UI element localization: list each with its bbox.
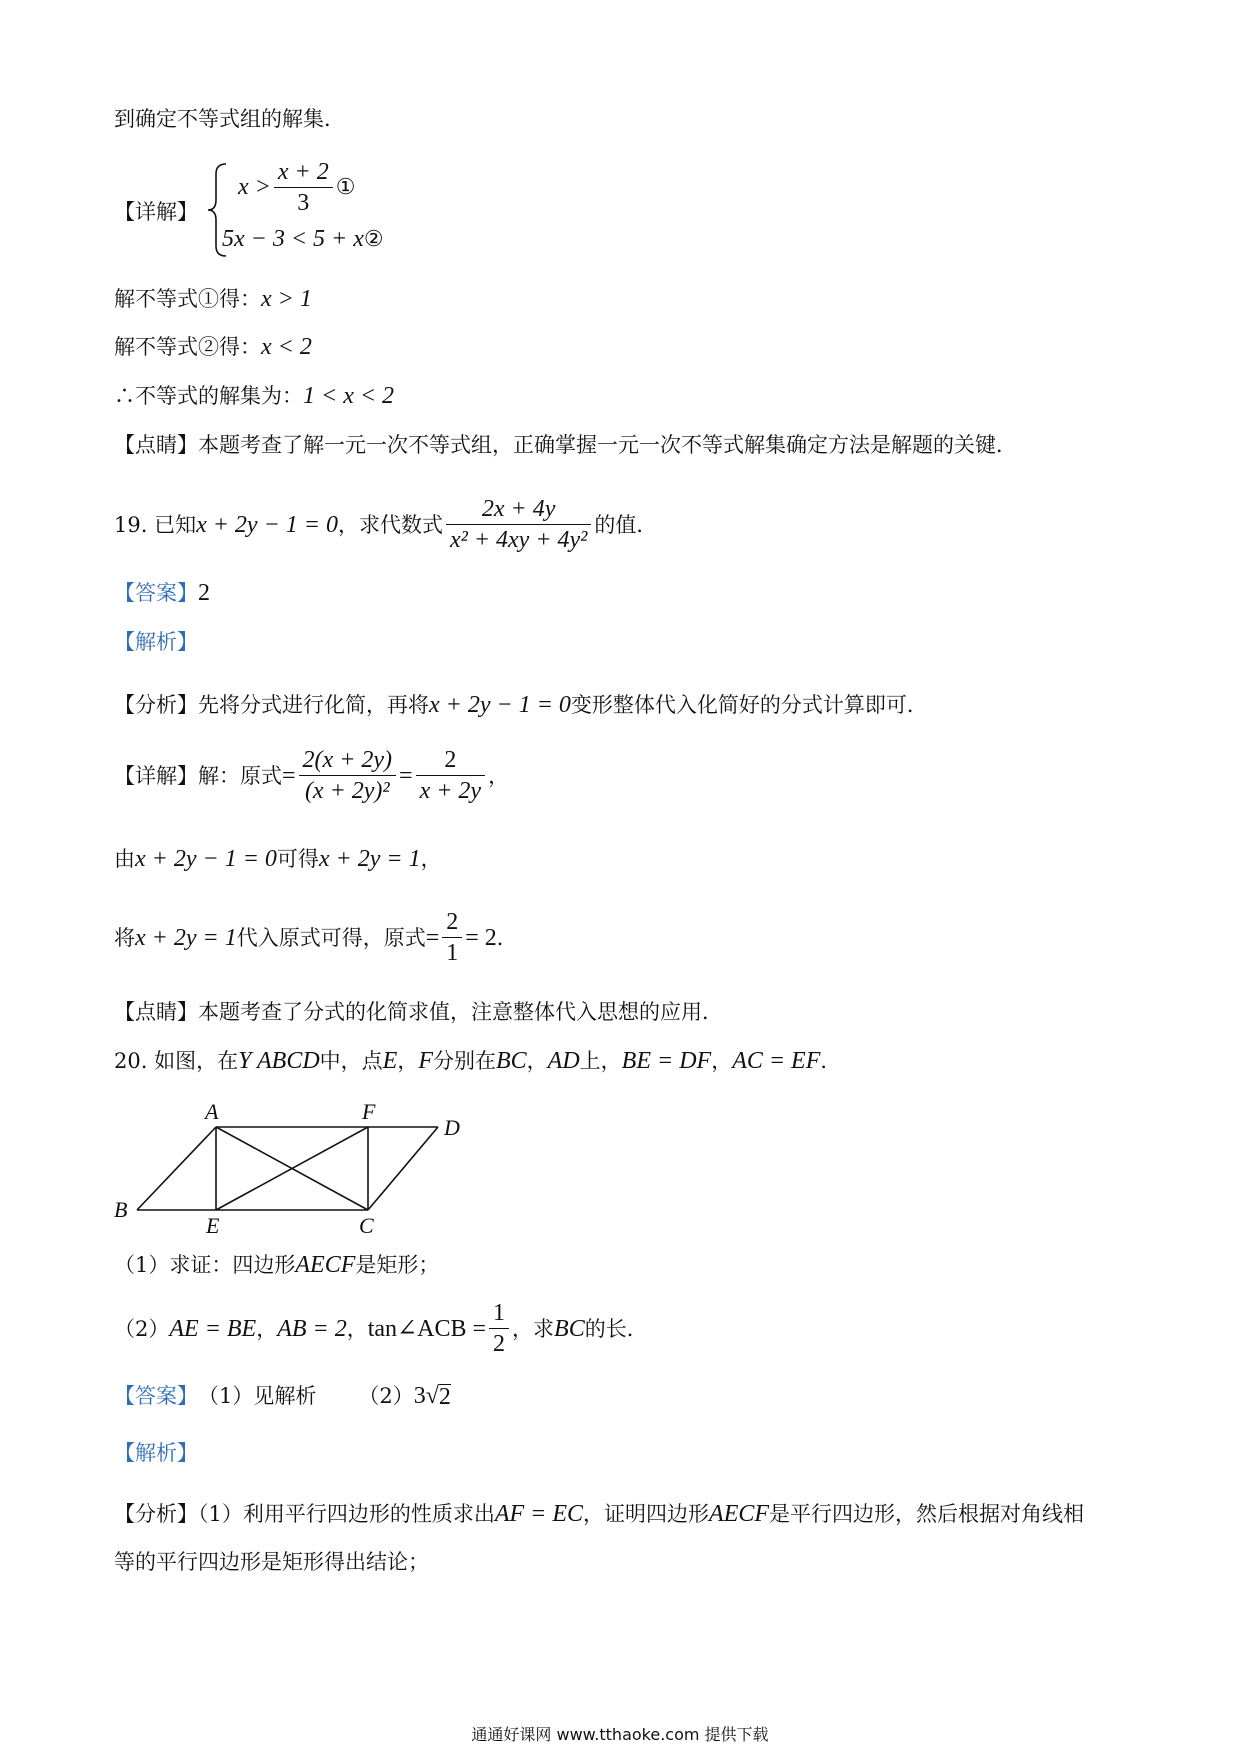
fraction: [274, 157, 333, 218]
math: BC: [496, 1048, 527, 1074]
punct: ，: [420, 847, 442, 871]
text-line: 将 x + 2y = 1 代入原式可得，原式 = $\frac{2}{1}$ = 2 ．: [114, 909, 518, 966]
denominator: (x + 2y)²: [304, 778, 390, 804]
math: x + 2y − 1 = 0: [135, 846, 277, 872]
text-line: 到确定不等式组的解集．: [114, 107, 345, 131]
note-line: 【点睛】本题考查了解一元一次不等式组，正确掌握一元一次不等式解集确定方法是解题的关键．: [114, 433, 1017, 457]
answer-line: [114, 578, 210, 608]
q-text: （2）: [114, 1316, 170, 1341]
math: AF = EC: [494, 1501, 584, 1527]
q-text: ，: [397, 1049, 419, 1073]
q-text: 中，点: [319, 1049, 383, 1073]
detail-19: 【详解】解：原式 = $\frac{2(x + 2y)}{\text{(x + 2y)²}}$ = $\frac{2}{x + 2y}$ ，: [114, 747, 510, 804]
answer-value: 2: [198, 580, 210, 606]
fraction: [489, 1298, 509, 1359]
q-text: ，: [711, 1049, 733, 1073]
q-text: （1）求证：四边形: [114, 1253, 296, 1277]
sub-question-2: [114, 1298, 648, 1359]
q-text: 20. 如图，在: [114, 1049, 239, 1073]
circle-mark: ②: [363, 226, 384, 252]
answer-label: 【答案】: [114, 581, 198, 605]
math: x + 2y − 1 = 0: [429, 692, 571, 718]
answer-part-2-label: （2）: [358, 1384, 414, 1408]
q-text: 分别在: [433, 1049, 496, 1073]
denominator: 1: [446, 940, 459, 966]
analysis-label: 【解析】: [114, 630, 198, 654]
math: x < 2: [261, 334, 312, 360]
page-footer: 通通好课网 www.tthaoke.com 提供下载: [471, 1725, 769, 1744]
math: x + 2y = 1: [135, 924, 237, 951]
fraction: [299, 745, 396, 806]
circle-mark: ①: [335, 174, 356, 200]
text-line: [114, 381, 394, 411]
numerator: 2: [442, 907, 462, 938]
numerator: 2(x + 2y): [299, 745, 396, 776]
note-line: 【点睛】本题考查了分式的化简求值，注意整体代入思想的应用．: [114, 1000, 723, 1024]
text-line: [114, 332, 312, 362]
text-line: [114, 690, 928, 720]
analysis-label: 【解析】: [114, 1441, 198, 1465]
label: 【详解】解：原式: [114, 763, 282, 788]
text-line: 等的平行四边形是矩形得出结论；: [114, 1550, 429, 1574]
numerator: 2x + 4y: [446, 494, 591, 525]
fraction: [442, 907, 462, 968]
math: BE = DF: [621, 1048, 712, 1074]
text-line: [114, 1499, 1084, 1529]
q-text: 上，: [579, 1049, 622, 1073]
text-line: [114, 284, 312, 314]
parallelogram-figure: [100, 1095, 500, 1240]
label: 是平行四边形，然后根据对角线相: [769, 1502, 1085, 1526]
fraction: [446, 494, 591, 555]
side-ab: [137, 1127, 216, 1210]
math: x + 2y − 1 = 0: [196, 511, 338, 538]
point-label-b: B: [114, 1197, 128, 1222]
punct: ，: [488, 763, 510, 788]
label: 将: [114, 925, 135, 950]
math: Y ABCD: [238, 1048, 320, 1074]
math: x > 1: [261, 286, 312, 312]
numerator: 2: [416, 745, 486, 776]
point-label-a: A: [205, 1099, 219, 1124]
q-text: ，: [526, 1049, 548, 1073]
numerator: x + 2: [274, 157, 333, 188]
math: = 2: [465, 924, 497, 951]
q-text: 是矩形；: [355, 1253, 440, 1277]
label: 变形整体代入化简好的分式计算即可．: [570, 693, 928, 717]
label: 解不等式②得：: [114, 335, 261, 359]
q-text: 的值．: [594, 512, 658, 537]
label: 【分析】先将分式进行化简，再将: [114, 693, 429, 717]
question-20: [114, 1046, 841, 1076]
label: ，证明四边形: [583, 1502, 710, 1526]
detail-label: 【详解】: [114, 200, 198, 224]
label: 解不等式①得：: [114, 287, 261, 311]
label: ∴不等式的解集为：: [114, 384, 303, 408]
label: 可得: [276, 847, 319, 871]
q-text: ，求代数式: [337, 512, 443, 537]
answer-line: [114, 1381, 451, 1411]
point-label-f: F: [362, 1099, 376, 1124]
math: tan∠ACB =: [367, 1315, 487, 1342]
q-text: ，求: [512, 1316, 555, 1341]
math: AE = BE: [169, 1315, 257, 1342]
side-cd: [368, 1127, 438, 1210]
denominator: 3: [297, 189, 310, 216]
question-19: [114, 494, 657, 555]
point-label-c: C: [359, 1213, 374, 1238]
denominator: x² + 4xy + 4y²: [449, 527, 588, 553]
text-line: [114, 844, 442, 874]
inequality-system: [114, 160, 474, 260]
answer-label: 【答案】: [114, 1384, 198, 1408]
math: 1 < x < 2: [303, 383, 395, 409]
math: AECF: [709, 1501, 770, 1527]
math: BC: [554, 1315, 585, 1342]
sqrt-icon: √: [425, 1383, 439, 1409]
answer-coefficient: 3: [413, 1383, 426, 1409]
punct: ．: [496, 925, 518, 950]
math: AB = 2: [277, 1315, 347, 1342]
denominator: 2: [493, 1331, 506, 1357]
q-text: ，: [256, 1316, 278, 1341]
sub-question-1: [114, 1250, 439, 1280]
q-text: ，: [346, 1316, 368, 1341]
numerator: 1: [489, 1298, 509, 1329]
q-text: 的长．: [584, 1316, 648, 1341]
point-label-d: D: [444, 1115, 460, 1140]
q-text: ．: [820, 1049, 842, 1073]
eq1-lhs: x >: [238, 173, 271, 200]
label: 由: [114, 847, 135, 871]
math: AC = EF: [732, 1048, 821, 1074]
eq2: 5x − 3 < 5 + x: [222, 225, 364, 252]
label: 代入原式可得，原式: [236, 925, 426, 950]
radicand: 2: [438, 1383, 451, 1410]
label: 【分析】（1）利用平行四边形的性质求出: [114, 1502, 495, 1526]
denominator: x + 2y: [419, 778, 482, 804]
fraction: [416, 745, 486, 806]
math: F: [418, 1048, 433, 1074]
point-label-e: E: [206, 1213, 220, 1238]
math: AECF: [295, 1252, 356, 1278]
q-prefix: 19. 已知: [114, 512, 197, 537]
math: x + 2y = 1: [318, 846, 421, 872]
math: E: [382, 1048, 398, 1074]
math: AD: [547, 1048, 580, 1074]
answer-part-1: （1）见解析: [198, 1384, 317, 1408]
